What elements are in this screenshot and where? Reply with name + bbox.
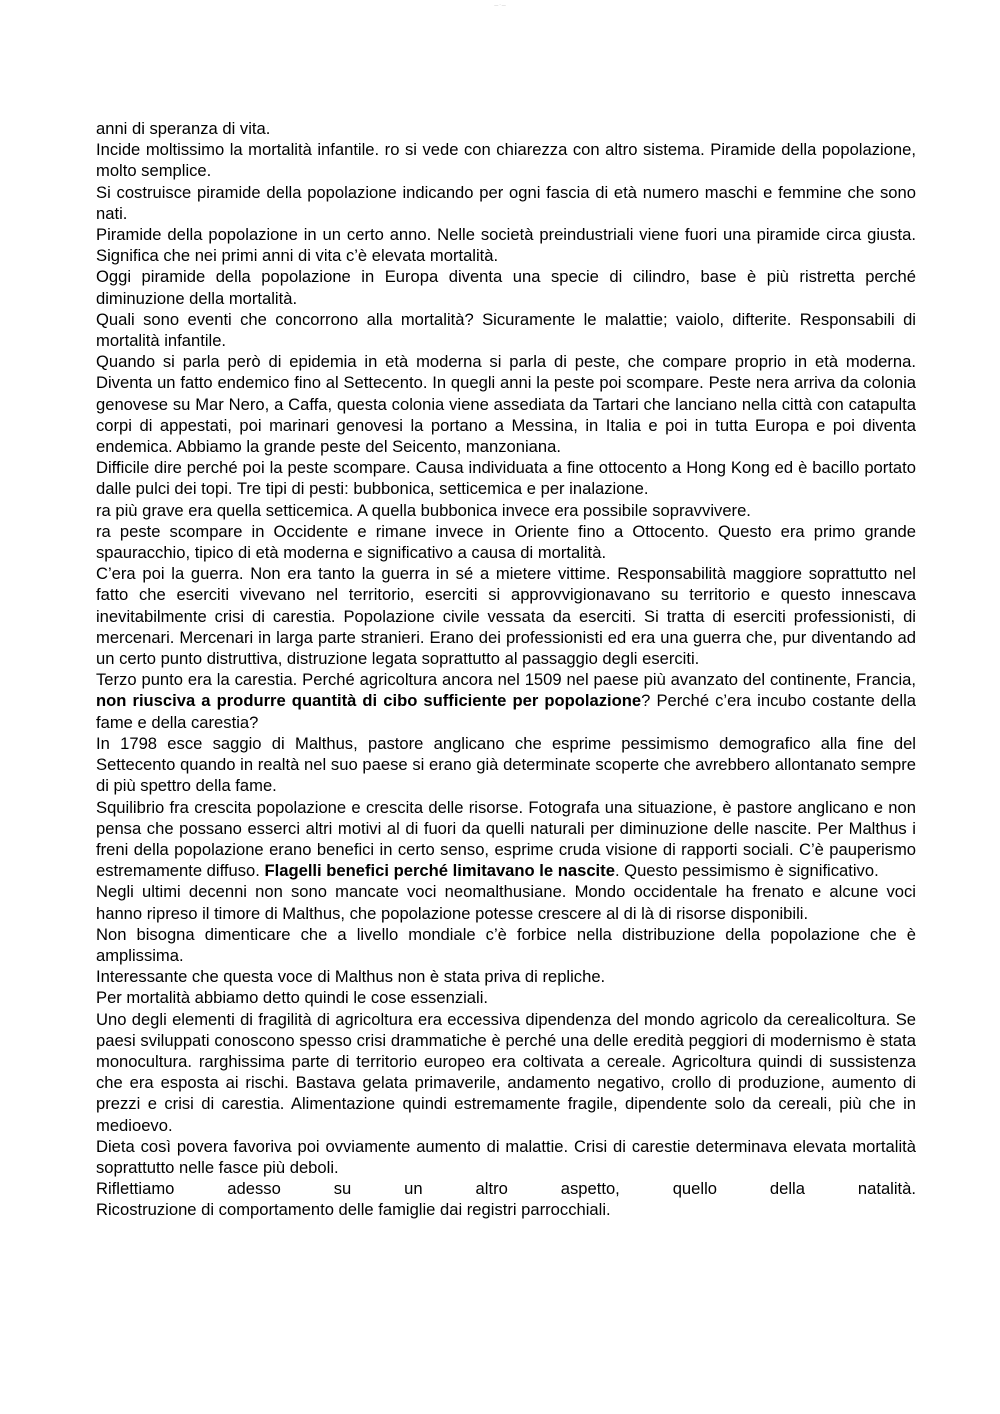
paragraph: [96, 1178, 916, 1199]
paragraph-text: . Questo pessimismo è significativo.: [614, 861, 879, 881]
paragraph: [96, 924, 916, 966]
paragraph: [96, 563, 916, 669]
paragraph: [96, 182, 916, 224]
paragraph-text: Oggi piramide della popolazione in Europa diventa una specie di cilindro, base è più ristretta perché diminuzione della mortalità.: [96, 267, 916, 308]
paragraph: [96, 351, 916, 457]
paragraph: [96, 309, 916, 351]
paragraph: [96, 118, 916, 139]
paragraph-text: ra peste scompare in Occidente e rimane invece in Oriente fino a Ottocento. Questo era primo grande spauracchio, tipico di età moderna e significativo a causa di mortalità.: [96, 521, 916, 563]
page-header-mark: — · —: [494, 2, 506, 7]
paragraph-text: Negli ultimi decenni non sono mancate voci neomalthusiane. Mondo occidentale ha frenato e alcune voci hanno ripreso il timore di Malthus, che popolazione potesse crescere al di là di risorse disponibili.: [96, 882, 916, 923]
paragraph-text: Non bisogna dimenticare che a livello mondiale c’è forbice nella distribuzione della popolazione che è amplissima.: [96, 924, 916, 965]
paragraph-text: Quando si parla però di epidemia in età moderna si parla di peste, che compare proprio in età moderna. Diventa un fatto endemico fino al Settecento. In quegli anni la peste poi scompare. Peste nera arriva da colonia genovese su Mar Nero, a Caffa, questa colonia viene assediata da Tartari che lanciano nella città con catapulta corpi di appestati, poi marinari genovesi la portano a Messina, in Italia e poi in tutta Europa e poi diventa endemica. Abbiamo la grande peste del Seicento, manzoniana.: [96, 352, 916, 457]
paragraph: [96, 966, 916, 987]
paragraph: [96, 1009, 916, 1136]
paragraph-text: Ricostruzione di comportamento delle famiglie dai registri parrocchiali.: [96, 1200, 611, 1220]
paragraph: [96, 1199, 916, 1220]
paragraph: [96, 987, 916, 1008]
paragraph-text: ra più grave era quella setticemica. A quella bubbonica invece era possibile sopravvivere.: [96, 500, 751, 520]
paragraph-text: Interessante che questa voce di Malthus non è stata priva di repliche.: [96, 967, 606, 987]
paragraph-text: In 1798 esce saggio di Malthus, pastore anglicano che esprime pessimismo demografico alla fine del Settecento quando in realtà nel suo paese si erano già determinate scoperte che avrebbero allontanato sempre di più spettro della fame.: [96, 733, 916, 796]
paragraph-text: Dieta così povera favoriva poi ovviamente aumento di malattie. Crisi di carestie determinava elevata mortalità soprattutto nelle fasce più deboli.: [96, 1136, 916, 1177]
paragraph-text: Quali sono eventi che concorrono alla mortalità? Sicuramente le malattie; vaiolo, difterite. Responsabili di mortalità infantile.: [96, 309, 916, 351]
paragraph: [96, 797, 916, 882]
paragraph-text: Incide moltissimo la mortalità infantile. ro si vede con chiarezza con altro sistema. Piramide della popolazione, molto semplice.: [96, 140, 916, 181]
paragraph-text: Riflettiamo adesso su un altro aspetto, quello della natalità.: [96, 1179, 916, 1199]
paragraph: [96, 733, 916, 797]
paragraph: [96, 457, 916, 499]
paragraph-text: C’era poi la guerra. Non era tanto la guerra in sé a mietere vittime. Responsabilità maggiore soprattutto nel fatto che eserciti vivevano nel territorio, eserciti si approvvigionavano su territorio e questo innescava inevitabilmente crisi di carestia. Popolazione civile vessata da eserciti. Si tratta di eserciti professionisti, di mercenari. Mercenari in larga parte stranieri. Erano dei professionisti ed era una guerra che, pur diventando ad un certo punto distruttiva, distruzione legata soprattutto al passaggio degli eserciti.: [96, 564, 916, 669]
paragraph: [96, 266, 916, 308]
paragraph-text: Terzo punto era la carestia. Perché agricoltura ancora nel 1509 nel paese più avanzato del continente, Francia,: [96, 670, 916, 690]
paragraph: [96, 139, 916, 181]
paragraph-text: Squilibrio fra crescita popolazione e crescita delle risorse. Fotografa una situazione, è pastore anglicano e non pensa che possano esserci altri motivi al di fuori da quelli naturali per diminuzione delle nascite. Per Malthus i freni della popolazione erano benefici in certo senso, esprime cruda visione di rapporti sociali. C’è pauperismo estremamente diffuso.: [96, 797, 916, 881]
paragraph-bold-text: Flagelli benefici perché limitavano le nascite: [264, 861, 615, 881]
paragraph-bold-text: non riusciva a produrre quantità di cibo sufficiente per popolazione: [96, 691, 642, 711]
paragraph-text: ? Perché c’era incubo costante della fame e della carestia?: [96, 691, 916, 732]
paragraph-text: Difficile dire perché poi la peste scompare. Causa individuata a fine ottocento a Hong Kong ed è bacillo portato dalle pulci dei topi. Tre tipi di pesti: bubbonica, setticemica e per inalazione.: [96, 458, 916, 499]
paragraph-text: Si costruisce piramide della popolazione indicando per ogni fascia di età numero maschi e femmine che sono nati.: [96, 182, 916, 223]
paragraph: [96, 881, 916, 923]
paragraph: [96, 500, 916, 521]
paragraph: [96, 224, 916, 266]
paragraph: [96, 669, 916, 733]
paragraph-text: Uno degli elementi di fragilità di agricoltura era eccessiva dipendenza del mondo agricolo da cerealicoltura. Se paesi sviluppati conoscono spesso crisi drammatiche è perché una delle eredità peggiori di modernismo è stata monocultura. rarghissima parte di territorio europeo era coltivata a cereale. Agricoltura quindi di sussistenza che era esposta ai rischi. Bastava gelata primaverile, andamento negativo, crollo di produzione, aumento di prezzi e crisi di carestia. Alimentazione quindi estremamente fragile, dipendente solo da cereali, più che in medioevo.: [96, 1009, 916, 1135]
paragraph-text: Per mortalità abbiamo detto quindi le cose essenziali.: [96, 988, 489, 1008]
paragraph: [96, 1136, 916, 1178]
paragraph-text: anni di speranza di vita.: [96, 119, 271, 138]
paragraph-text: Piramide della popolazione in un certo anno. Nelle società preindustriali viene fuori una piramide circa giusta. Significa che nei primi anni di vita c’è elevata mortalità.: [96, 225, 916, 266]
paragraph: [96, 521, 916, 563]
document-body: [96, 118, 916, 1221]
